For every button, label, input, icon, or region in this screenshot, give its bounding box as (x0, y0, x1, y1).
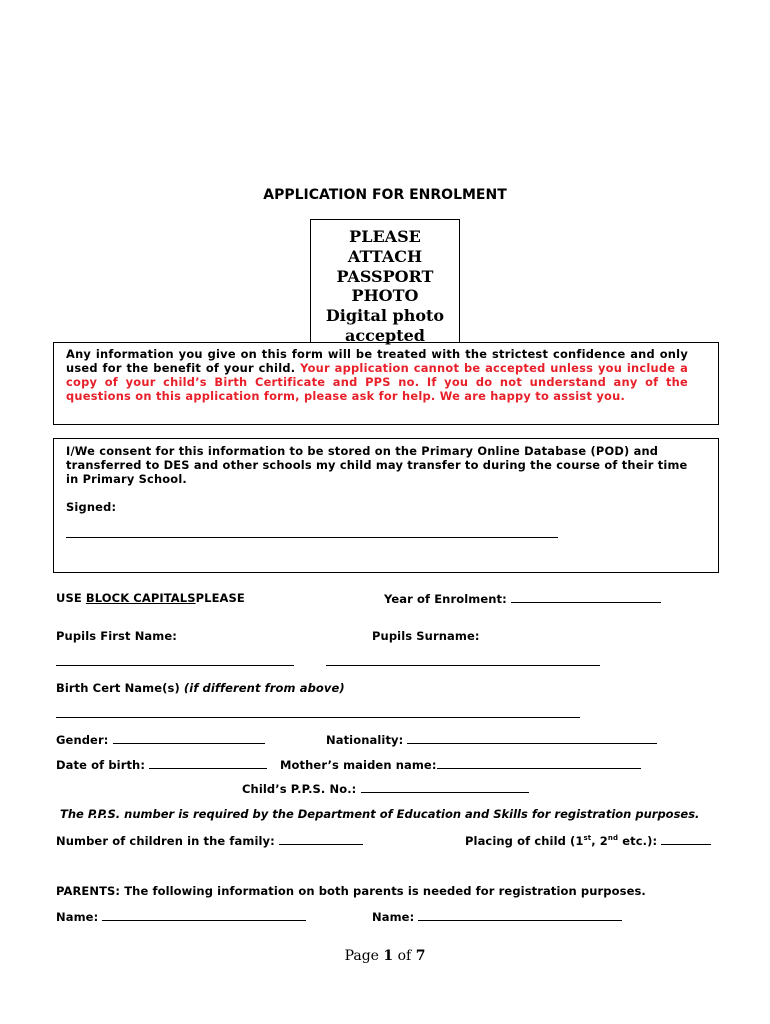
photo-placeholder-box[interactable] (310, 219, 460, 343)
gender-field[interactable] (113, 732, 265, 744)
first-name-label: Pupils First Name: (56, 629, 177, 643)
of-word: of (397, 948, 412, 964)
parent1-name-field[interactable] (102, 909, 306, 921)
photo-box-line: accepted (345, 325, 425, 345)
parent1-name-label: Name: (56, 910, 99, 924)
maiden-name-field[interactable] (437, 757, 641, 769)
parents-heading: PARENTS: The following information on both parents is needed for registration purposes. (56, 884, 646, 898)
dob-row (56, 757, 267, 772)
confidentiality-text: Any information you give on this form will be treated with the strictest confidence and only used for the benefit of your child. (66, 347, 688, 375)
nationality-field[interactable] (407, 732, 657, 744)
page-word: Page (344, 948, 379, 964)
birth-cert-note: (if different from above) (183, 681, 345, 695)
gender-row (56, 732, 265, 747)
signature-field[interactable] (66, 527, 558, 538)
placing-field[interactable] (661, 833, 711, 845)
nationality-label: Nationality: (326, 733, 404, 747)
placing-row (465, 833, 711, 848)
parent2-name-row (372, 909, 622, 924)
page-footer (0, 948, 770, 964)
parent2-name-label: Name: (372, 910, 415, 924)
block-capitals-instruction: USE BLOCK CAPITALSPLEASE (56, 591, 245, 605)
maiden-name-row (280, 757, 641, 772)
consent-text: I/We consent for this information to be stored on the Primary Online Database (POD) and transferred to DES and other schools my child may transfer to during the course of their time in Primary School. (66, 444, 688, 486)
photo-box-line: Digital photo (325, 306, 445, 326)
photo-box-line: PLEASE (349, 227, 421, 246)
required-documents-warning: Your application cannot be accepted unless you include a copy of your child’s Birth Certificate and PPS no. If you do not understand any of the questions on this application form, please ask for help. We are happy to assist you. (66, 361, 689, 403)
surname-field[interactable] (326, 655, 600, 666)
nationality-row (326, 732, 657, 747)
photo-box-line: PHOTO (351, 286, 419, 306)
children-count-field[interactable] (279, 833, 363, 845)
pps-row (242, 781, 529, 796)
pps-label: Child’s P.P.S. No.: (242, 782, 357, 796)
birth-cert-label: Birth Cert Name(s) (56, 681, 180, 695)
page-total: 7 (415, 948, 426, 964)
confidentiality-notice (53, 342, 719, 425)
signed-label: Signed: (66, 500, 117, 514)
pps-note: The P.P.S. number is required by the Department of Education and Skills for registration purposes. (60, 807, 700, 821)
children-count-label: Number of children in the family: (56, 834, 275, 848)
photo-box-line: PASSPORT (336, 266, 434, 286)
pps-field[interactable] (361, 781, 529, 793)
block-capitals-text: BLOCK CAPITALS (85, 591, 196, 605)
children-count-row (56, 833, 363, 848)
page-title: APPLICATION FOR ENROLMENT (263, 187, 507, 203)
year-of-enrolment-row (384, 591, 661, 606)
birth-cert-name-row (56, 681, 345, 695)
gender-label: Gender: (56, 733, 109, 747)
maiden-name-label: Mother’s maiden name: (280, 758, 437, 772)
page-number: 1 (383, 948, 394, 964)
placing-label: Placing of child (1st, 2nd etc.): (465, 834, 658, 848)
parent1-name-row (56, 909, 306, 924)
consent-section (53, 438, 719, 573)
dob-label: Date of birth: (56, 758, 146, 772)
year-of-enrolment-field[interactable] (511, 591, 661, 603)
first-name-field[interactable] (56, 655, 294, 666)
dob-field[interactable] (149, 757, 267, 769)
parent2-name-field[interactable] (418, 909, 622, 921)
photo-box-line: ATTACH (347, 246, 423, 266)
surname-label: Pupils Surname: (372, 629, 480, 643)
birth-cert-name-field[interactable] (56, 707, 580, 718)
year-of-enrolment-label: Year of Enrolment: (384, 592, 507, 606)
